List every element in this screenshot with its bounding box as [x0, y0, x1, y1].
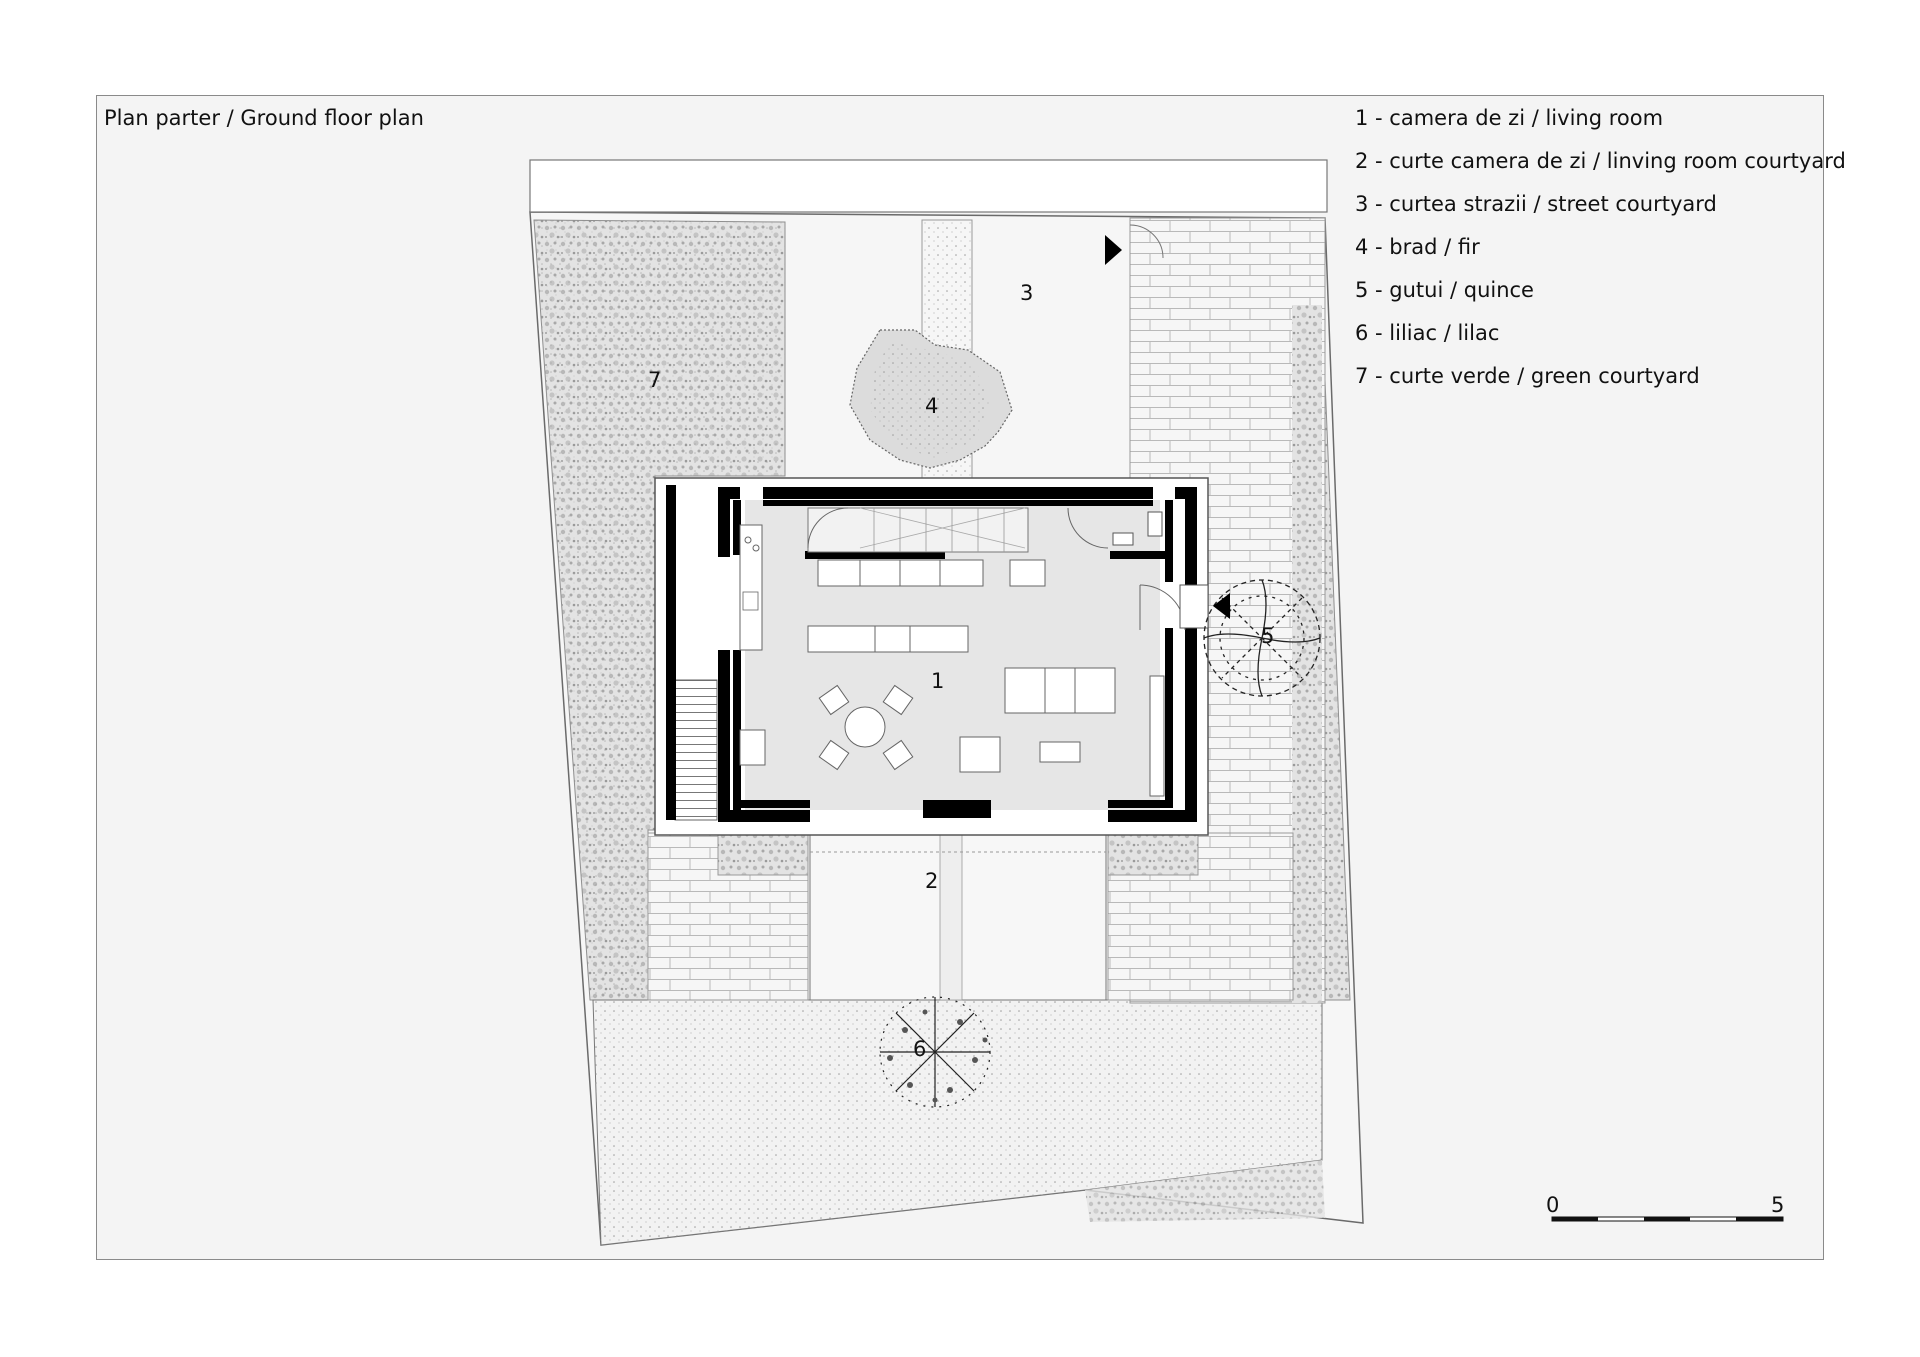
label-living-room: 1: [931, 669, 945, 693]
legend-item-green-courtyard: 7 - curte verde / green courtyard: [1355, 364, 1700, 388]
label-living-courtyard: 2: [925, 869, 939, 893]
scale-start: 0: [1546, 1193, 1560, 1217]
lilac-tree: [880, 997, 990, 1107]
label-green-courtyard: 7: [648, 368, 662, 392]
scale-end: 5: [1771, 1193, 1785, 1217]
kitchen-island: [740, 730, 765, 765]
scale-bar: [1546, 1193, 1784, 1221]
side-stair: [675, 680, 717, 820]
label-fir: 4: [925, 394, 939, 418]
wc-sink: [1113, 533, 1133, 545]
label-quince: 5: [1261, 624, 1275, 648]
legend-item-living-room: 1 - camera de zi / living room: [1355, 106, 1664, 130]
legend-item-lilac: 6 - liliac / lilac: [1355, 321, 1500, 345]
legend-item-fir: 4 - brad / fir: [1355, 235, 1480, 259]
legend-item-street-courtyard: 3 - curtea strazii / street courtyard: [1355, 192, 1717, 216]
label-lilac: 6: [913, 1037, 927, 1061]
legend-item-living-courtyard: 2 - curte camera de zi / linving room courtyard: [1355, 149, 1846, 173]
plan-title: Plan parter / Ground floor plan: [104, 106, 424, 130]
street-strip: [530, 160, 1327, 212]
main-stair: [808, 508, 1028, 552]
legend-item-quince: 5 - gutui / quince: [1355, 278, 1534, 302]
label-street-courtyard: 3: [1020, 281, 1034, 305]
kitchen-counter: [740, 525, 762, 650]
wc-fixture: [1148, 512, 1162, 536]
